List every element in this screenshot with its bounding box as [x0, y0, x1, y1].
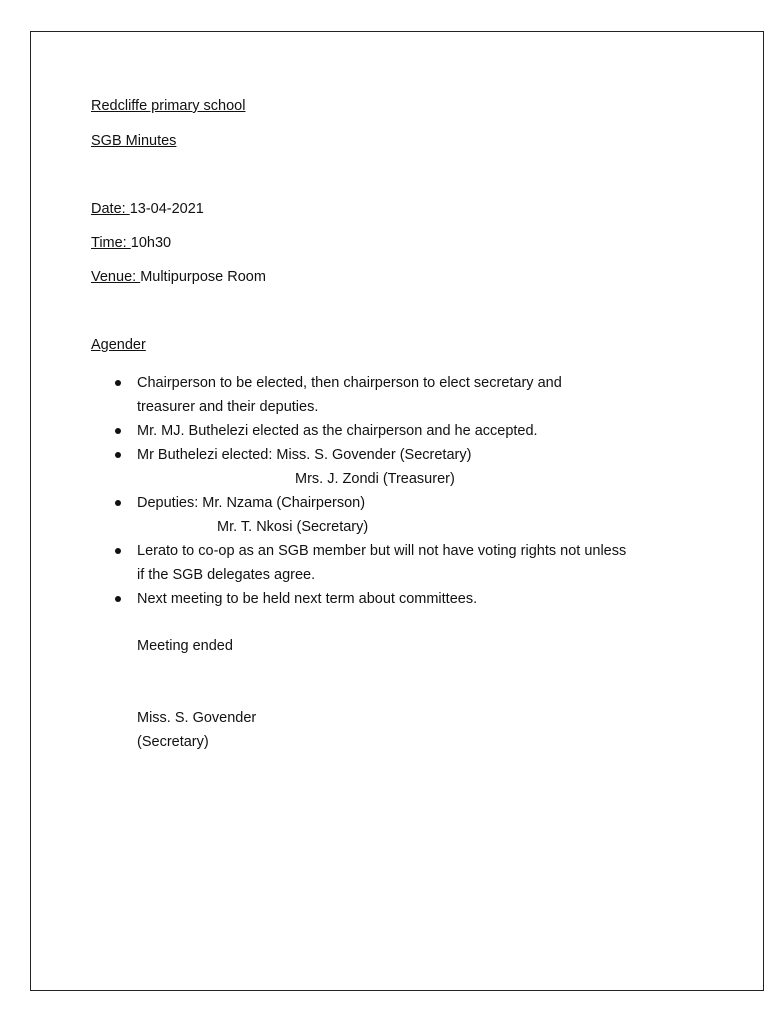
meeting-ended: Meeting ended — [137, 638, 233, 654]
date-label: Date: — [91, 201, 130, 217]
agenda-item — [109, 539, 717, 587]
agenda-heading: Agender — [91, 337, 146, 353]
date-line — [91, 199, 204, 219]
signatory-name: Miss. S. Govender — [137, 710, 257, 726]
agenda-item — [109, 491, 717, 539]
bullet-icon — [115, 548, 121, 554]
agenda-line: Lerato to co-op as an SGB member but will not have voting rights not unless — [137, 543, 627, 559]
signatory-role: (Secretary) — [137, 734, 209, 750]
agenda-item — [109, 587, 717, 611]
agenda-list — [109, 371, 717, 611]
agenda-line: Next meeting to be held next term about committees. — [137, 591, 478, 607]
time-line — [91, 233, 171, 253]
agenda-item — [109, 371, 717, 419]
venue-line — [91, 267, 266, 287]
agenda-line: Mr. T. Nkosi (Secretary) — [217, 519, 369, 535]
agenda-line: Mrs. J. Zondi (Treasurer) — [295, 471, 455, 487]
agenda-line: Deputies: Mr. Nzama (Chairperson) — [137, 495, 366, 511]
school-name: Redcliffe primary school — [91, 98, 246, 114]
agenda-line: treasurer and their deputies. — [137, 399, 319, 415]
bullet-icon — [115, 452, 121, 458]
agenda-item — [109, 419, 717, 443]
bullet-icon — [115, 500, 121, 506]
time-value: 10h30 — [130, 235, 172, 251]
document-page — [30, 31, 764, 991]
bullet-icon — [115, 428, 121, 434]
bullet-icon — [115, 596, 121, 602]
agenda-line: Chairperson to be elected, then chairperson to elect secretary and — [137, 375, 562, 391]
bullet-icon — [115, 380, 121, 386]
agenda-line: Mr. MJ. Buthelezi elected as the chairperson and he accepted. — [137, 423, 538, 439]
date-value: 13-04-2021 — [129, 201, 204, 217]
agenda-line: Mr Buthelezi elected: Miss. S. Govender (Secretary) — [137, 447, 472, 463]
agenda-line: if the SGB delegates agree. — [137, 567, 316, 583]
venue-value: Multipurpose Room — [140, 269, 266, 285]
document-title: SGB Minutes — [91, 133, 177, 149]
venue-label: Venue: — [91, 269, 141, 285]
agenda-item — [109, 443, 717, 491]
time-label: Time: — [91, 235, 131, 251]
